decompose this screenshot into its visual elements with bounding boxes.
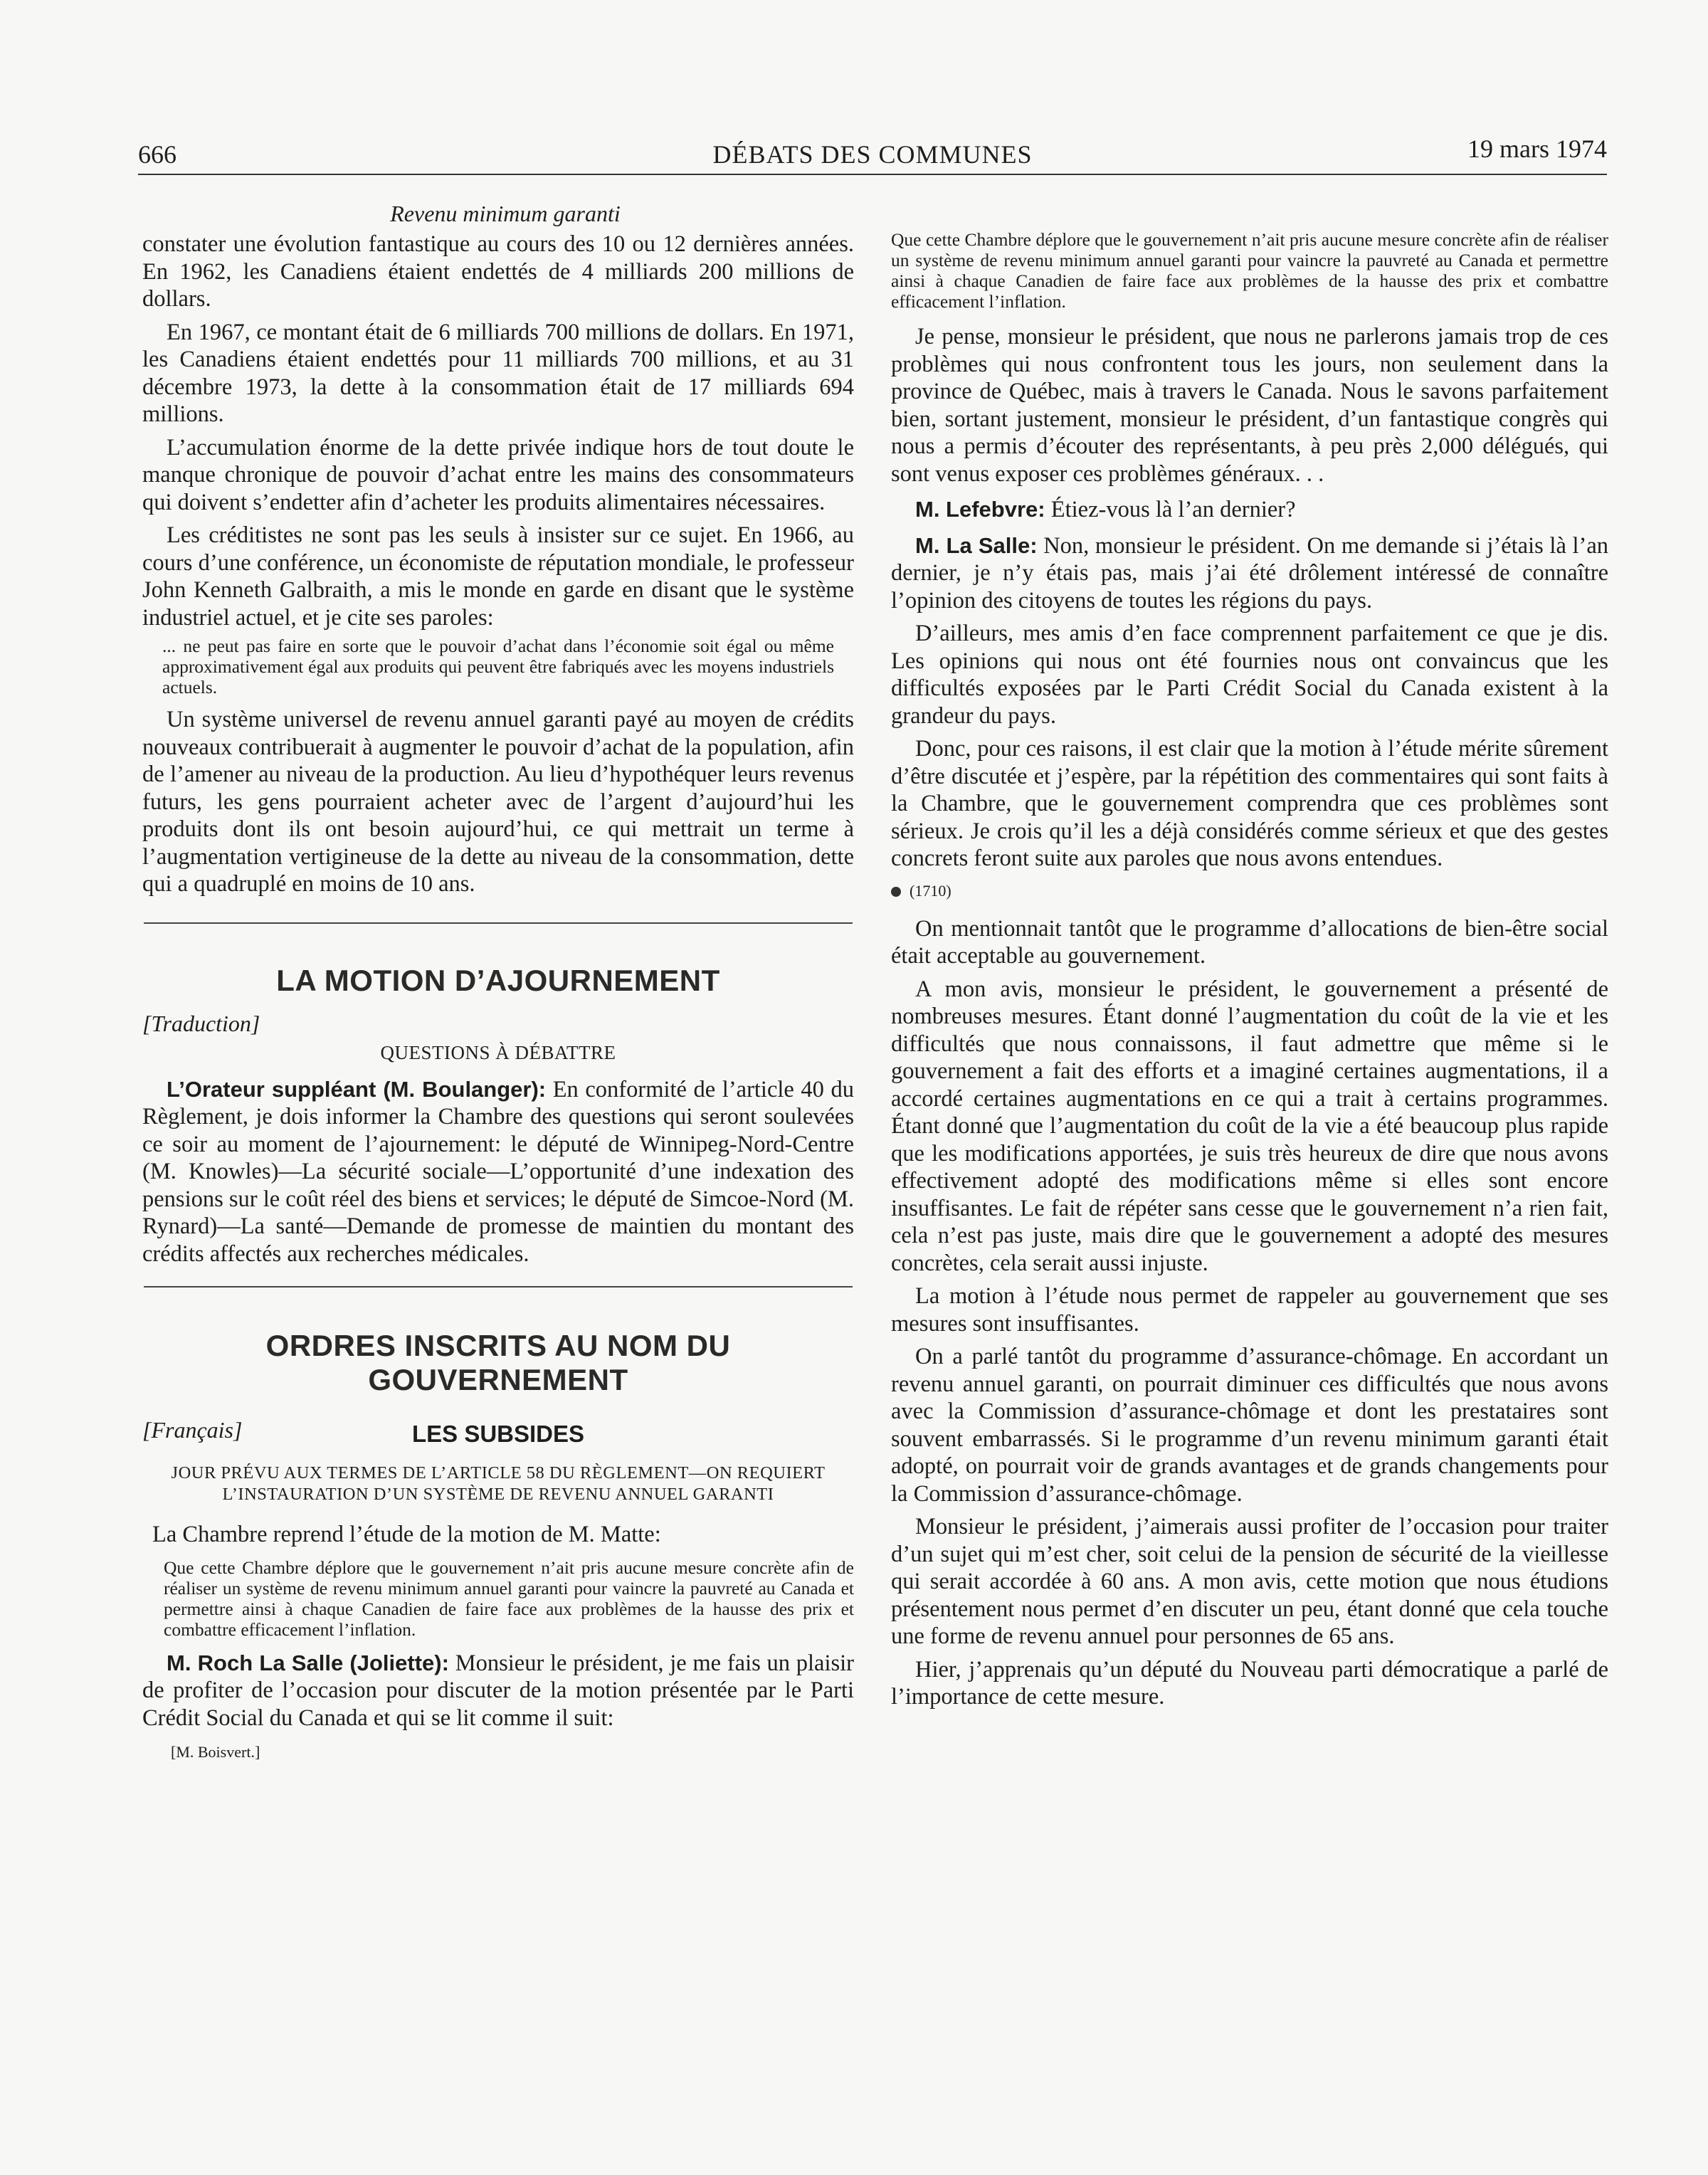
speech-text: Monsieur le président, je me fais un plaisir de profiter de l’occasion pour discuter de la motion présentée par le Parti Crédit Social du Canada et qui se lit comme il suit:	[142, 1650, 855, 1731]
time-marker: (1710)	[891, 880, 1608, 902]
header-rule	[138, 174, 1607, 175]
paragraph: A mon avis, monsieur le président, le gouvernement a présenté de nombreuses mesures. Étant donné l’augmentation du coût de la vie et les difficultés que nous connaissons, il faut admettre que même si le gouvernement a fait des efforts et a imaginé certaines augmentations, il a accordé certaines augmentations en ce qui a trait à certains programmes. Étant donné que l’augmentation du coût de la vie a été beaucoup plus rapide que les modifications apportées, je suis très heureux de dire que nous avons effectivement adopté des modifications même si elles sont encore insuffisantes. Le fait de répéter sans cesse que le gouvernement n’a rien fait, cela n’est pas juste, mais dire que le gouvernement a adopté des mesures concrètes, cela serait aussi injuste.	[891, 976, 1608, 1276]
section-heading: LA MOTION D’AJOURNEMENT	[276, 963, 720, 997]
paragraph: Donc, pour ces raisons, il est clair que la motion à l’étude mérite sûrement d’être discutée et j’espère, par la répétition des commentaires qui sont faits à la Chambre, que le gouvernement comprendra que ces problèmes sont sérieux. Je crois qu’il les a déjà considérés comme sérieux et que des gestes concrets feront suite aux paroles que nous avons entendues.	[891, 736, 1608, 871]
paragraph: En 1967, ce montant était de 6 milliards 700 millions de dollars. En 1971, les Canadiens étaient endettés pour 11 milliards 700 millions, et au 31 décembre 1973, la dette à la consommation était de 17 milliards 694 millions.	[142, 319, 854, 427]
page-number: 666	[138, 140, 176, 169]
speaker-name: M. Roch La Salle (Joliette):	[167, 1650, 449, 1675]
paragraph: constater une évolution fantastique au cours des 10 ou 12 dernières années. En 1962, les Canadiens étaient endettés de 4 milliards 200 millions de dollars.	[142, 231, 854, 312]
speech	[891, 496, 1608, 524]
paragraph: Les créditistes ne sont pas les seuls à insister sur ce sujet. En 1966, au cours d’une conférence, un économiste de réputation mondiale, le professeur John Kenneth Galbraith, a mis le monde en garde en disant que le système industriel actuel, et je cite ses paroles:	[142, 522, 854, 631]
right-column	[891, 229, 1608, 1711]
speech	[142, 1076, 854, 1268]
motion-caption: JOUR PRÉVU AUX TERMES DE L’ARTICLE 58 DU RÈGLEMENT—ON REQUIERT L’INSTAURATION D’UN SYSTÈME DE REVENU ANNUEL GARANTI	[171, 1463, 826, 1504]
quotation: ... ne peut pas faire en sorte que le pouvoir d’achat dans l’économie soit égal ou même approximativement égal aux produits qui peuvent être fabriqués avec les moyens industriels actuels.	[162, 636, 834, 697]
speech-text: Étiez-vous là l’an dernier?	[1050, 497, 1296, 522]
paragraph: La motion à l’étude nous permet de rappeler au gouvernement que ses mesures sont insuffisantes.	[891, 1283, 1608, 1337]
section-heading: ORDRES INSCRITS AU NOM DU GOUVERNEMENT	[265, 1329, 731, 1396]
running-head: Revenu minimum garanti	[390, 201, 621, 226]
page-date: 19 mars 1974	[1467, 135, 1607, 163]
left-column	[142, 199, 854, 1763]
speaker-name: M. Lefebvre:	[915, 497, 1045, 522]
paragraph: Je pense, monsieur le président, que nous ne parlerons jamais trop de ces problèmes qui nous confrontent tous les jours, non seulement dans la province de Québec, mais à travers le Canada. Nous le savons parfaitement bien, sortant justement, monsieur le président, d’un fantastique congrès qui nous a permis d’écouter des représentants, à peu près 2,000 délégués, qui sont venus exposer ces problèmes généraux. . .	[891, 324, 1608, 487]
subsection-heading: QUESTIONS À DÉBATTRE	[380, 1041, 616, 1063]
page-header	[138, 135, 1607, 175]
speaker-name: M. La Salle:	[915, 532, 1038, 558]
paragraph: L’accumulation énorme de la dette privée indique hors de tout doute le manque chronique de pouvoir d’achat entre les mains des consommateurs qui doivent s’endetter afin d’acheter les produits alimentaires nécessaires.	[142, 434, 854, 515]
paragraph: La Chambre reprend l’étude de la motion de M. Matte:	[152, 1522, 661, 1547]
paragraph: D’ailleurs, mes amis d’en face comprennent parfaitement ce que je dis. Les opinions qui nous ont été fournies nous ont convaincus que les difficultés exposées par le Parti Crédit Social du Canada existent à la grandeur du pays.	[891, 621, 1608, 729]
subsection-heading: LES SUBSIDES	[411, 1421, 585, 1447]
speech	[891, 532, 1608, 615]
paragraph: On a parlé tantôt du programme d’assurance-chômage. En accordant un revenu annuel garanti, on pourrait diminuer ces difficultés que nous avons avec la Commission d’assurance-chômage et dont les prestataires sont souvent embarrassés. Si le programme d’un revenu minimum garanti était adopté, on pourrait voir de grands avantages et de grands changements pour la Commission d’assurance-chômage.	[891, 1344, 1608, 1507]
bullet-icon	[891, 887, 901, 897]
publication-title: DÉBATS DES COMMUNES	[712, 140, 1033, 169]
paragraph: Un système universel de revenu annuel garanti payé au moyen de crédits nouveaux contribuerait à augmenter le pouvoir d’achat de la population, afin de l’amener au niveau de la production. Au lieu d’hypothéquer leurs revenus futurs, les gens pourraient acheter avec de l’argent d’aujourd’hui les produits dont ils ont besoin aujourd’hui, ce qui mettrait un terme à l’augmentation vertigineuse de la dette au niveau de la consommation, dette qui a quadruplé en moins de 10 ans.	[142, 707, 854, 897]
quotation: Que cette Chambre déplore que le gouvernement n’ait pris aucune mesure concrète afin de réaliser un système de revenu minimum annuel garanti pour vaincre la pauvreté au Canada et permettre ainsi à chaque Canadien de faire face aux problèmes de la hausse des prix et combattre efficacement l’inflation.	[164, 1557, 854, 1640]
paragraph: Monsieur le président, j’aimerais aussi profiter de l’occasion pour traiter d’un sujet qui m’est cher, soit celui de la pension de sécurité de la vieillesse qui serait accordée à 60 ans. A mon avis, cette motion que nous étudions présentement nous permet d’en discuter un peu, étant donné que cela touche une forme de revenu annuel pour personnes de 65 ans.	[891, 1514, 1608, 1649]
footnote: [M. Boisvert.]	[171, 1743, 260, 1761]
speech-text: En conformité de l’article 40 du Règlement, je dois informer la Chambre des questions qui seront soulevées ce soir au moment de l’ajournement: le député de Winnipeg-Nord-Centre (M. Knowles)—La sécurité sociale—L’opportunité d’une indexation des pensions sur le coût réel des biens et services; le député de Simcoe-Nord (M. Rynard)—La santé—Demande de promesse de maintien du montant des crédits affectés aux recherches médicales.	[142, 1076, 854, 1267]
quotation: Que cette Chambre déplore que le gouvernement n’ait pris aucune mesure concrète afin de réaliser un système de revenu minimum annuel garanti pour vaincre la pauvreté au Canada et permettre ainsi à chaque Canadien de faire face aux problèmes de la hausse des prix et combattre efficacement l’inflation.	[891, 229, 1608, 312]
paragraph: On mentionnait tantôt que le programme d’allocations de bien-être social était acceptable au gouvernement.	[891, 915, 1608, 969]
speaker-name: L’Orateur suppléant (M. Boulanger):	[167, 1076, 547, 1102]
paragraph: Hier, j’apprenais qu’un député du Nouveau parti démocratique a parlé de l’importance de cette mesure.	[891, 1656, 1608, 1710]
language-tag: [Français]	[142, 1417, 243, 1443]
speech	[142, 1650, 854, 1732]
language-tag: [Traduction]	[142, 1010, 260, 1036]
speech-text: Non, monsieur le président. On me demande si j’étais là l’an dernier, je n’y étais pas, mais j’ai été drôlement intéressé de connaître l’opinion des citoyens de toutes les régions du pays.	[891, 532, 1609, 613]
